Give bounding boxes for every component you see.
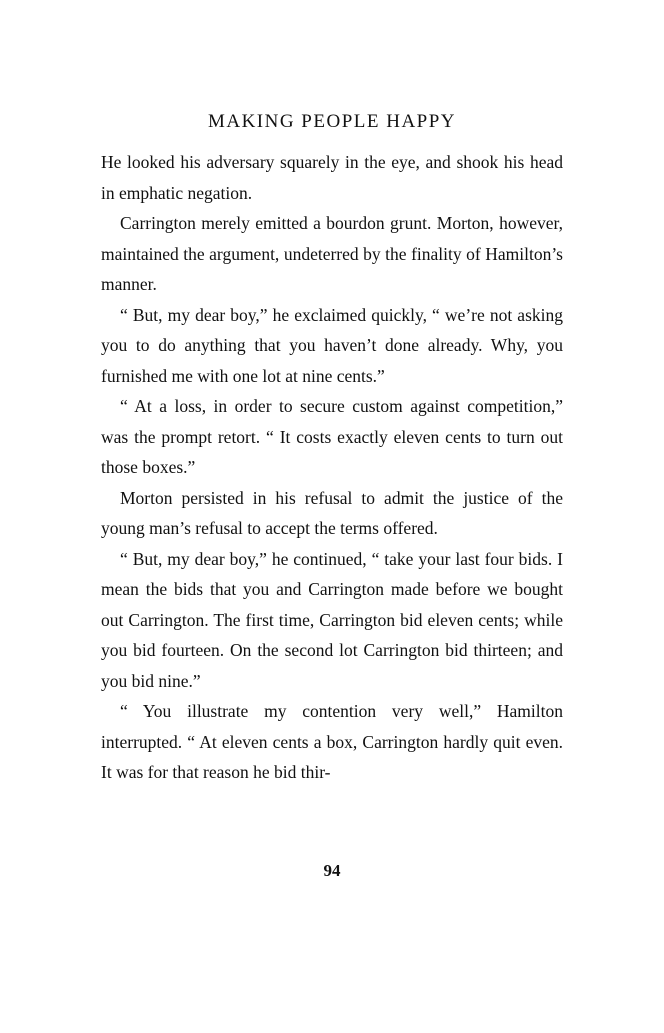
- paragraph: “ At a loss, in order to secure custom against competition,” was the prompt retort. “ It costs exactly eleven cents to turn out those boxes.”: [101, 396, 563, 477]
- paragraph: He looked his adversary squarely in the eye, and shook his head in emphatic negation.: [101, 152, 563, 203]
- body-text: [101, 147, 563, 788]
- page-number: 94: [323, 861, 341, 880]
- paragraph: Carrington merely emitted a bourdon grunt. Morton, however, maintained the argument, undeterred by the finality of Hamilton’s manner.: [101, 213, 563, 294]
- paragraph: Morton persisted in his refusal to admit the justice of the young man’s refusal to accept the terms offered.: [101, 487, 563, 538]
- paragraph: “ But, my dear boy,” he exclaimed quickly, “ we’re not asking you to do anything that you haven’t done already. Why, you furnished me with one lot at nine cents.”: [101, 304, 563, 386]
- paragraph: “ You illustrate my contention very well,” Hamilton interrupted. “ At eleven cents a box, Carrington hardly quit even. It was for that reason he bid thir-: [101, 701, 563, 782]
- running-title: MAKING PEOPLE HAPPY: [207, 111, 457, 132]
- paragraph: “ But, my dear boy,” he continued, “ take your last four bids. I mean the bids that you and Carrington made before we bought out Carrington. The first time, Carrington bid eleven cents; while you bid fourteen. On the second lot Carrington bid thirteen; and you bid nine.”: [101, 548, 563, 691]
